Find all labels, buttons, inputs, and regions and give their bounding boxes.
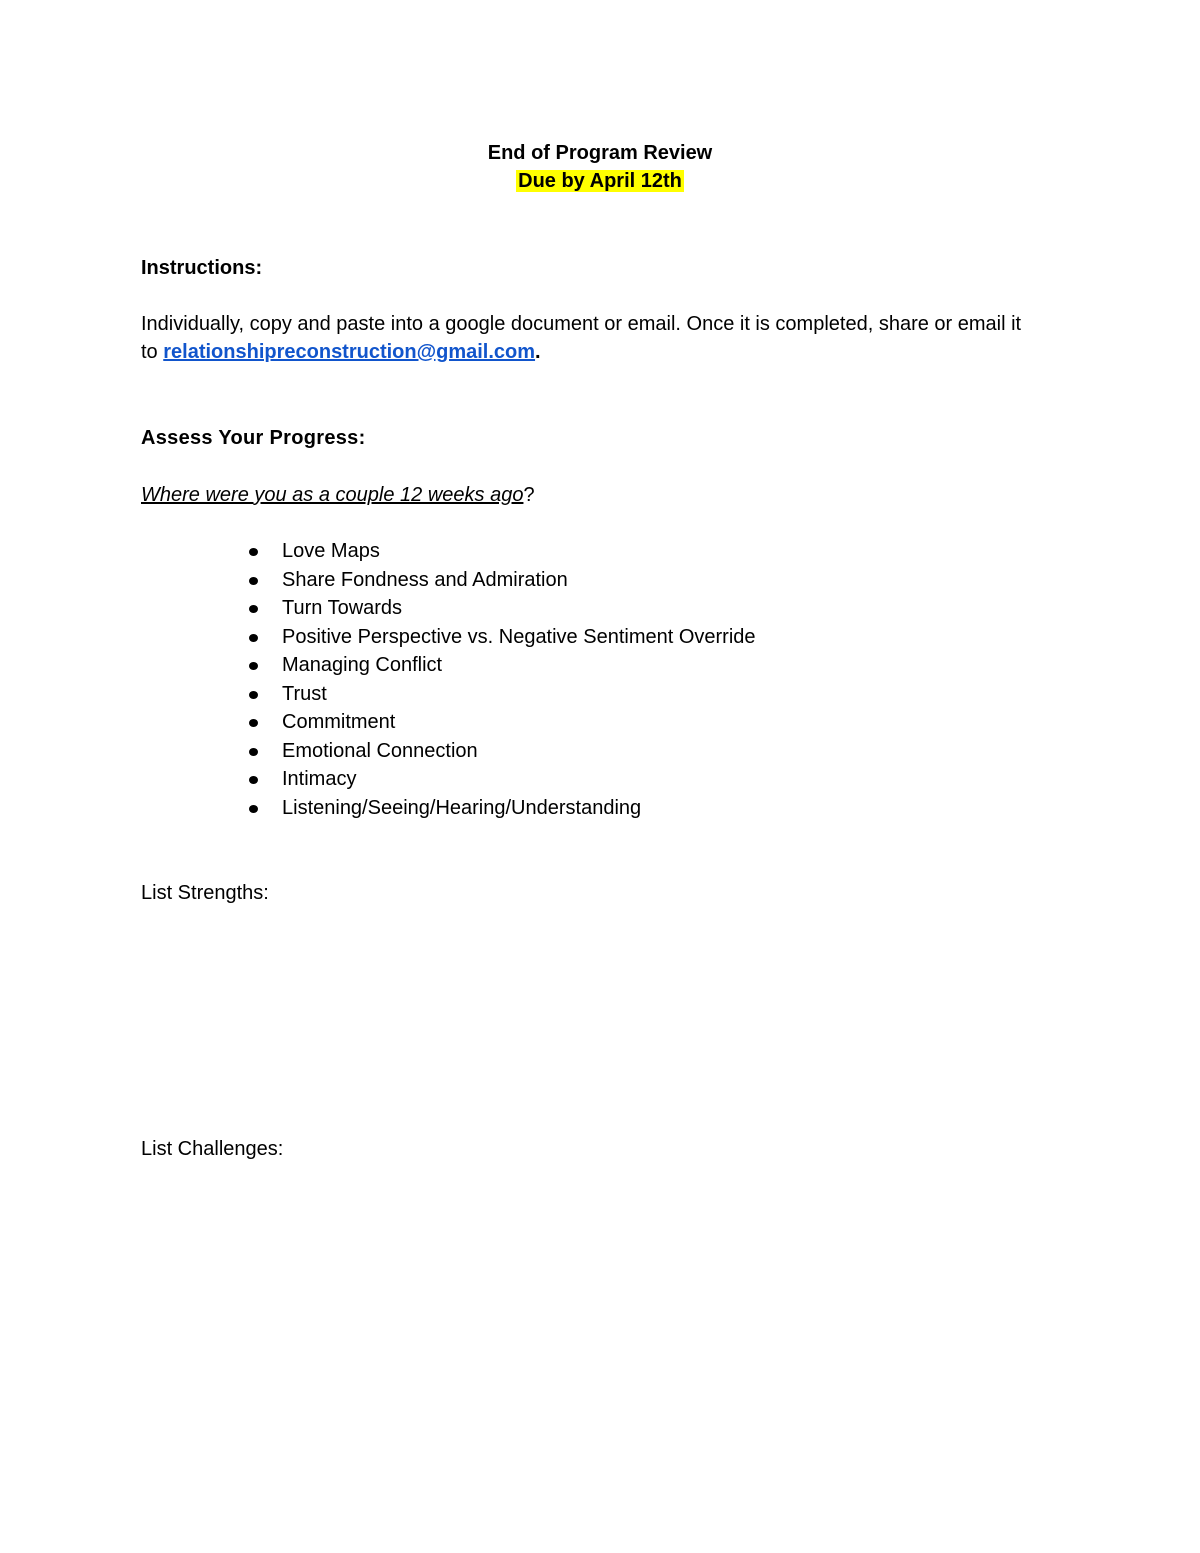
list-item-label: Intimacy [282, 768, 357, 790]
list-item-label: Turn Towards [282, 597, 403, 619]
list-item-label: Listening/Seeing/Hearing/Understanding [282, 796, 642, 819]
list-challenges-label: List Challenges: [141, 1138, 284, 1160]
list-item-label: Managing Conflict [282, 654, 443, 676]
list-item [141, 794, 756, 823]
question-line [141, 481, 535, 509]
assess-progress-heading: Assess Your Progress: [141, 427, 366, 449]
bullet-icon [249, 577, 258, 585]
list-item-label: Positive Perspective vs. Negative Sentiment Override [282, 625, 756, 648]
due-date-line [0, 167, 1200, 195]
bullet-icon [249, 748, 258, 756]
question-text: Where were you as a couple 12 weeks ago [141, 484, 524, 506]
bullet-icon [249, 605, 258, 613]
list-item [141, 765, 756, 794]
list-item [141, 594, 756, 623]
bullet-icon [249, 548, 258, 556]
list-item [141, 708, 756, 737]
list-item-label: Emotional Connection [282, 739, 478, 762]
instructions-paragraph [141, 310, 1041, 366]
list-item [141, 737, 756, 766]
instructions-text: Individually, copy and paste into a google document or email. Once it is completed, share or email it to [141, 313, 1022, 363]
list-item-label: Share Fondness and Admiration [282, 568, 568, 591]
list-item-label: Love Maps [282, 540, 380, 562]
bullet-icon [249, 662, 258, 670]
progress-areas-list [141, 537, 756, 822]
list-item [141, 566, 756, 595]
bullet-icon [249, 805, 258, 813]
list-item [141, 680, 756, 709]
instructions-period: . [535, 341, 541, 363]
question-mark: ? [523, 484, 535, 506]
title-block [0, 139, 1200, 195]
bullet-icon [249, 776, 258, 784]
list-item-label: Trust [282, 682, 327, 705]
bullet-icon [249, 634, 258, 642]
list-strengths-label: List Strengths: [141, 882, 269, 904]
instructions-heading: Instructions: [141, 257, 263, 279]
list-item-label: Commitment [282, 711, 396, 733]
bullet-icon [249, 719, 258, 727]
list-item [141, 537, 756, 566]
list-item [141, 623, 756, 652]
bullet-icon [249, 691, 258, 699]
list-item [141, 651, 756, 680]
email-link[interactable]: relationshipreconstruction@gmail.com [163, 341, 536, 363]
due-date-highlight: Due by April 12th [518, 170, 682, 192]
document-title: End of Program Review [487, 142, 713, 164]
